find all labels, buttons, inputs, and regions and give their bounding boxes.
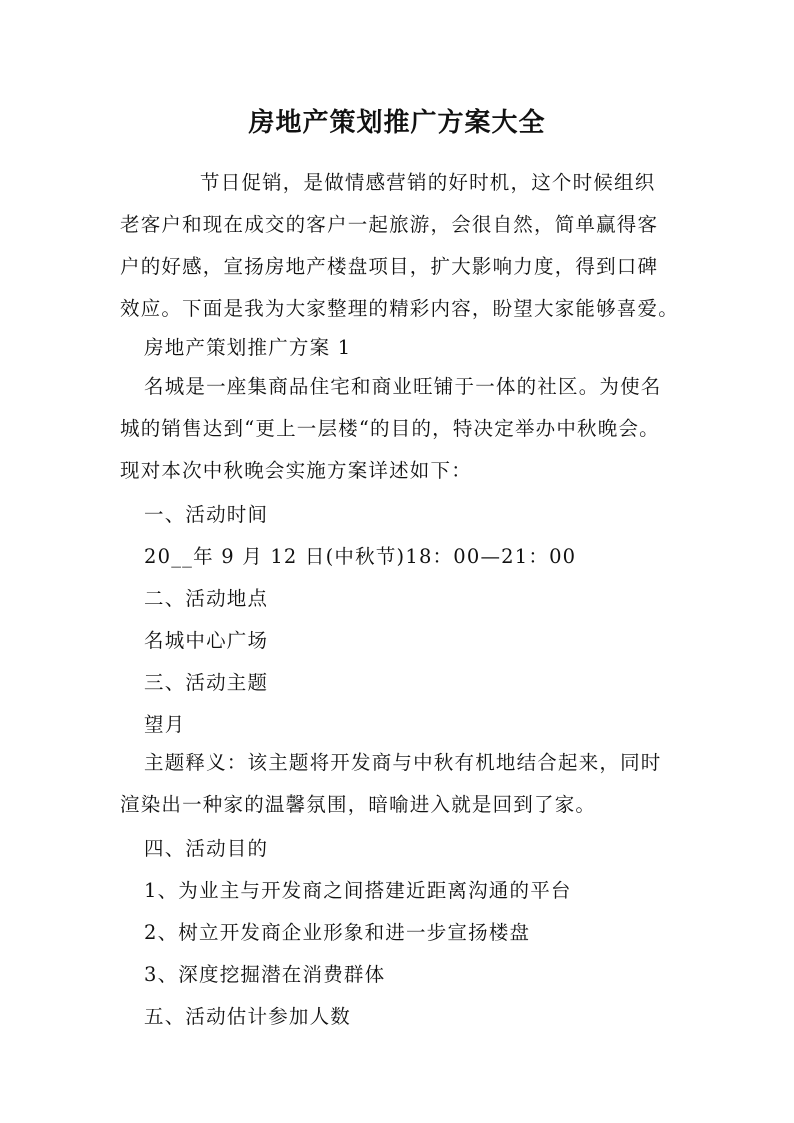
context-line: 名城是一座集商品住宅和商业旺铺于一体的社区。为使名 (144, 375, 662, 398)
goal-item: 2、树立开发商企业形象和进一步宣扬楼盘 (144, 921, 531, 944)
item-4-heading: 四、活动目的 (144, 837, 269, 860)
context-paragraph (120, 366, 680, 492)
context-line: 城的销售达到“更上一层楼“的目的，特决定举办中秋晚会。 (120, 417, 660, 440)
document-title: 房地产策划推广方案大全 (248, 108, 546, 138)
item-3-heading: 三、活动主题 (144, 671, 269, 694)
goal-item: 3、深度挖掘潜在消费群体 (144, 963, 386, 986)
item-3-value: 望月 (144, 713, 186, 736)
intro-paragraph (120, 162, 680, 330)
goal-item: 1、为业主与开发商之间搭建近距离沟通的平台 (144, 879, 572, 902)
theme-line: 渲染出一种家的温馨氛围，暗喻进入就是回到了家。 (120, 793, 597, 816)
intro-line: 效应。下面是我为大家整理的精彩内容，盼望大家能够喜爱。 (120, 297, 679, 320)
item-2-value: 名城中心广场 (144, 629, 269, 652)
item-1-heading: 一、活动时间 (144, 503, 269, 526)
intro-line: 老客户和现在成交的客户一起旅游，会很自然，简单赢得客 (120, 213, 659, 236)
context-line: 现对本次中秋晚会实施方案详述如下： (120, 459, 472, 482)
item-5-heading: 五、活动估计参加人数 (144, 1005, 352, 1028)
theme-paragraph (120, 742, 680, 826)
intro-line: 户的好感，宣扬房地产楼盘项目，扩大影响力度，得到口碑 (120, 255, 659, 278)
intro-line: 节日促销，是做情感营销的好时机，这个时候组织 (200, 171, 656, 194)
theme-line: 主题释义：该主题将开发商与中秋有机地结合起来，同时 (144, 751, 662, 774)
item-2-heading: 二、活动地点 (144, 587, 269, 610)
item-1-value: 20__年 9 月 12 日(中秋节)18：00—21：00 (144, 545, 577, 568)
section-heading: 房地产策划推广方案 1 (144, 336, 352, 359)
